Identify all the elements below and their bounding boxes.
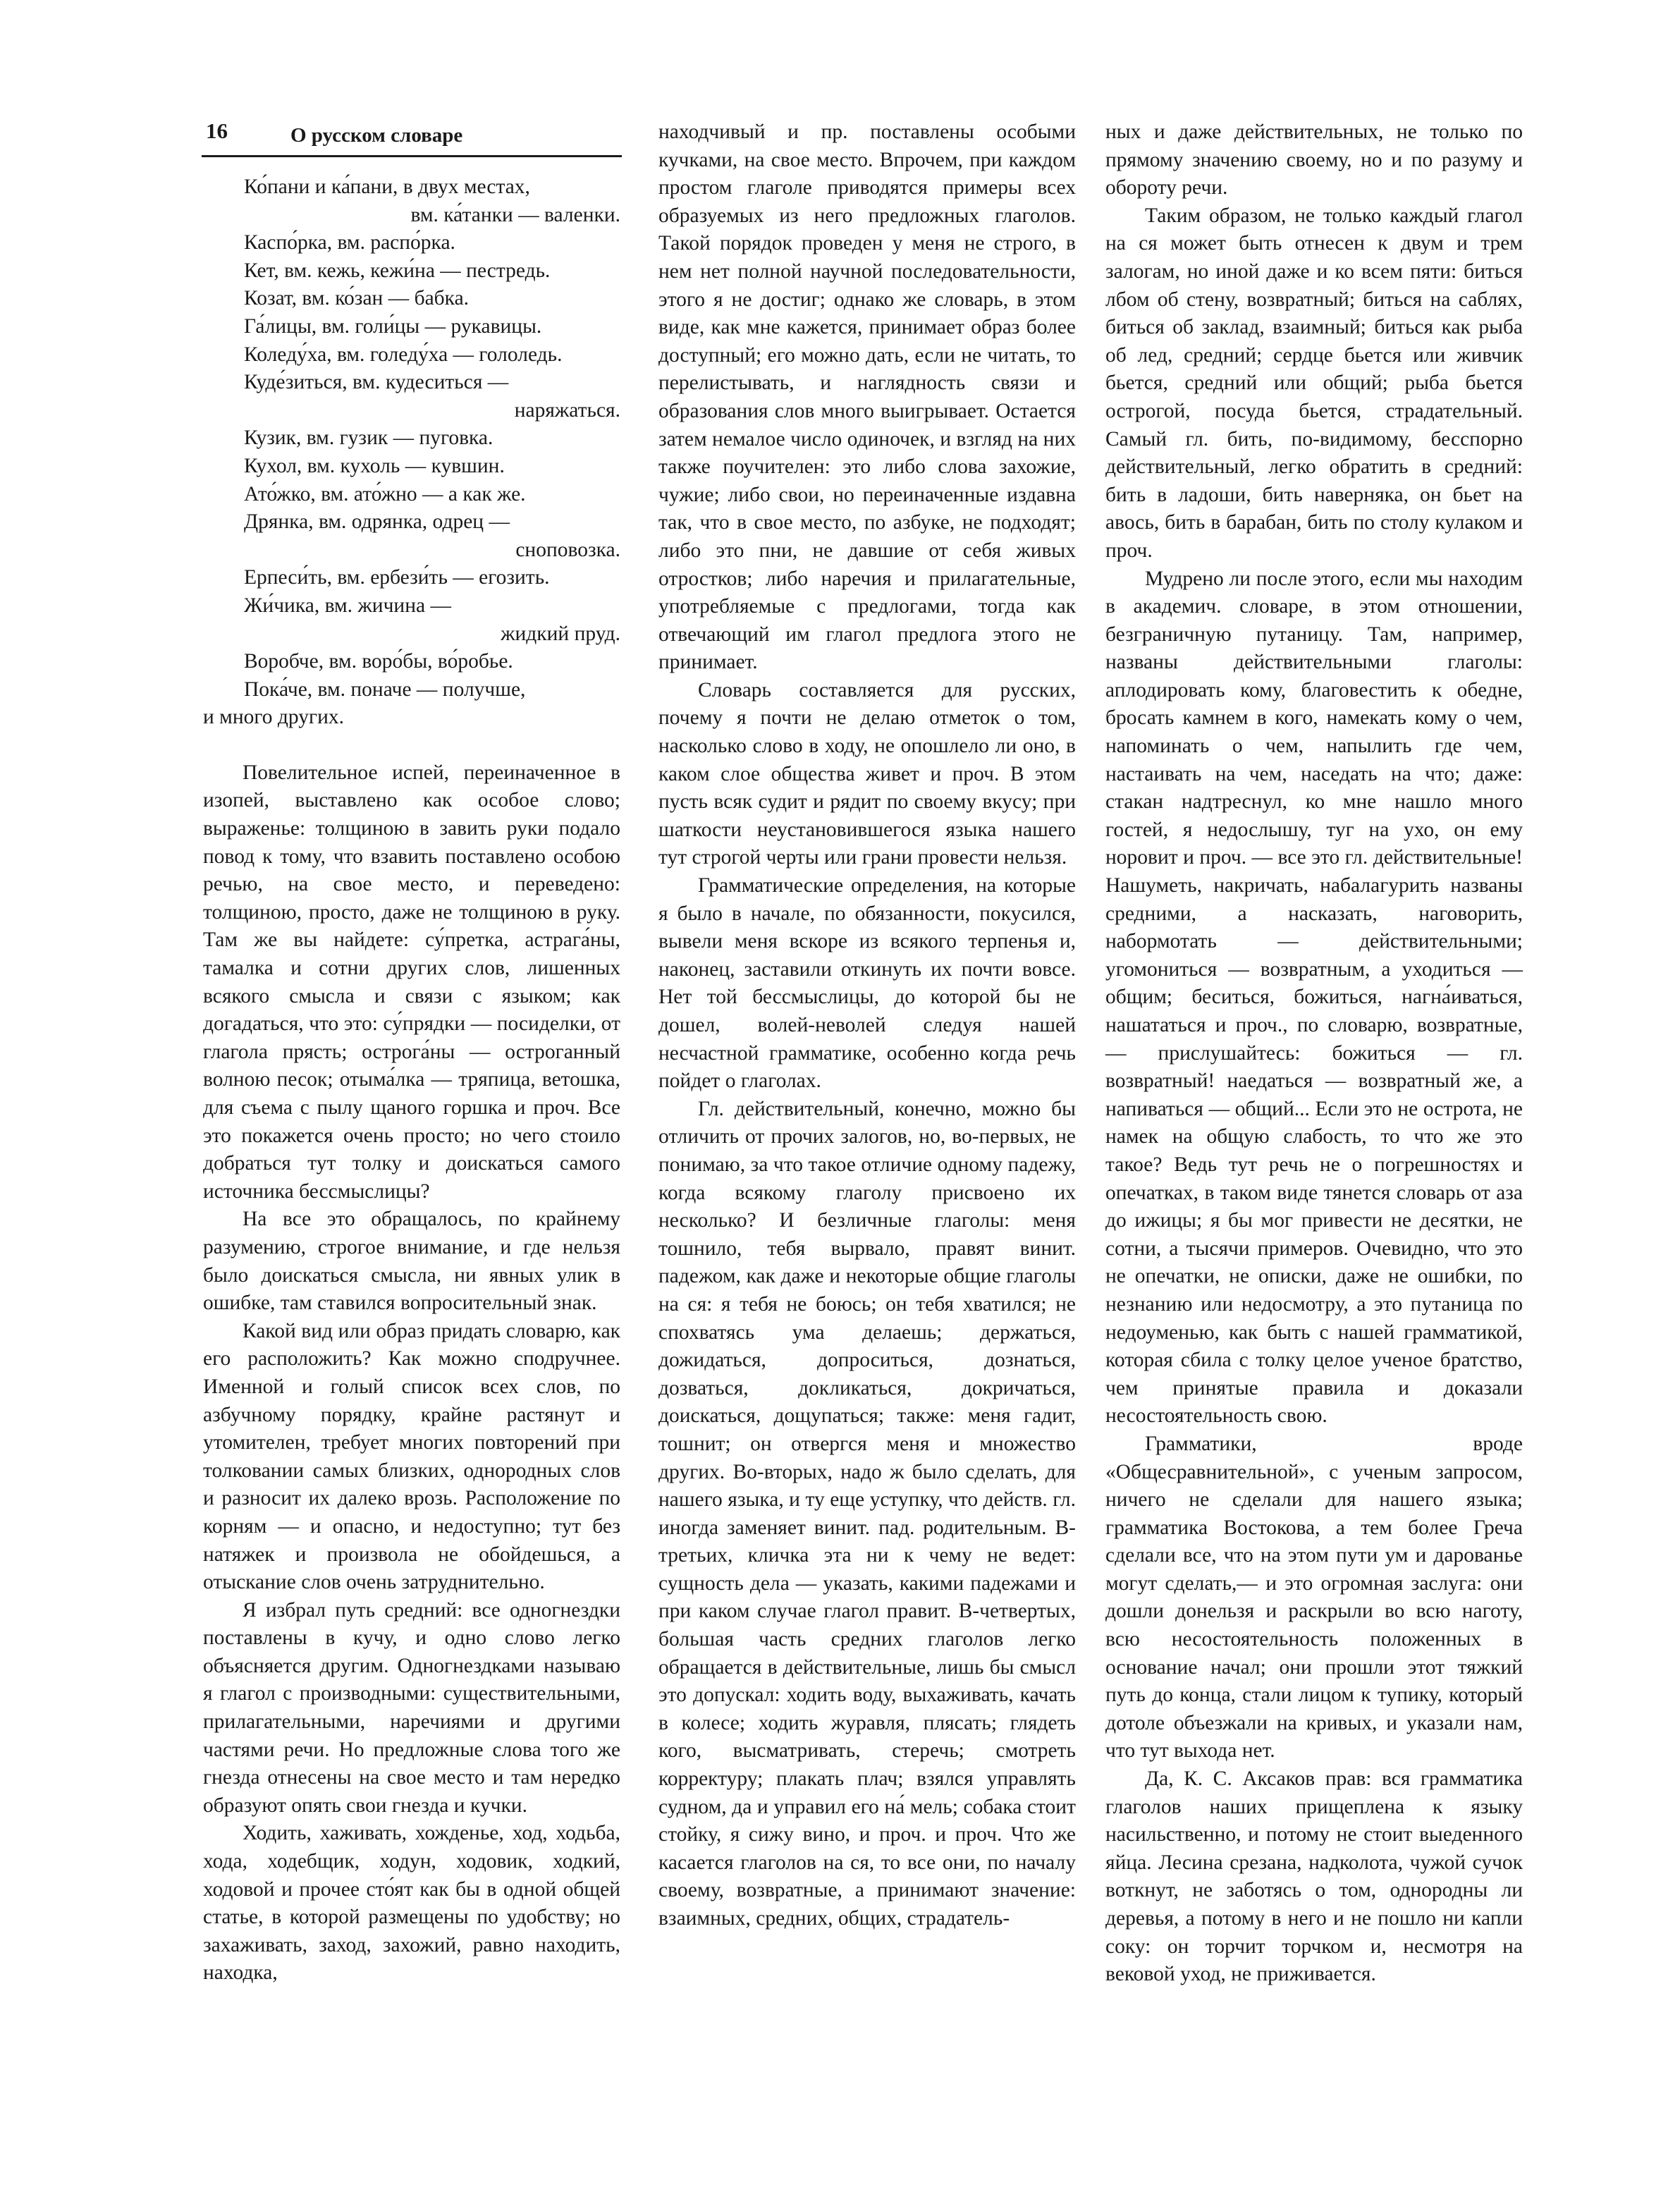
entry-main: Га́лицы, вм. голи́цы — рукавицы.: [244, 314, 542, 338]
entry-main: Каспо́рка, вм. распо́рка.: [244, 231, 455, 255]
entry-tail: вм. ка́танки — валенки.: [410, 203, 620, 226]
dictionary-entry: [244, 369, 620, 424]
paragraph: находчивый и пр. поставлены особыми кучками, на свое место. Впрочем, при каждом простом глаголе приводятся примеры всех образуемых из него предложных глаголов. Такой порядок проведен у меня не строго, в нем нет полной научной последовательности, этого я не достиг; однако же словарь, в этом виде, как мне кажется, принимает образ более доступный; его можно дать, если не читать, то перелистывать, и наглядность связи и образования слов много выигрывает. Остается затем немалое число одиночек, и взгляд на них также поучителен: это либо слова захожие, чужие; либо свои, но переиначенные издавна так, что в свое место, по азбуке, не подходят; либо это пни, не давшие от себя живых отростков; либо наречия и прилагательные, употребляемые с предлогами, тогда как отвечающий им глагол предлога этого не принимает.: [658, 121, 1076, 674]
entry-tail: жидкий пруд.: [501, 622, 620, 645]
entry-main: Кет, вм. кежь, кежи́на — пестредь.: [244, 259, 551, 282]
entry-main: Пока́че, вм. поначе — получше,: [244, 678, 526, 701]
paragraph: Таким образом, не только каждый глагол на ся может быть отнесен к двум и трем залогам, но иной даже и ко всем пяти: биться лбом об стену, возвратный; биться на саблях, биться об заклад, взаимный; биться как рыба об лед, средний; сердце бьется или живчик бьется, средний или общий; рыба бьется острогой, посуда бьется, страдательный. Самый гл. бить, по-видимому, бесспорно действительный, легко обратить в средний: бить в ладоши, бить наверняка, он бьет на авось, бить в барабан, бить по столу кулаком и проч.: [1105, 204, 1523, 562]
page-number: 16: [206, 118, 228, 143]
dictionary-entry: [244, 648, 620, 676]
column-2: [658, 118, 1076, 1933]
entry-main: Ерпеси́ть, вм. ербези́ть — егозить.: [244, 566, 550, 589]
paragraph: Гл. действительный, конечно, можно бы отличить от прочих залогов, но, во-первых, не понимаю, за что такое отличие одному падежу, когда всякому глаголу присвоено их несколько? И безличные глаголы: меня тошнило, тебя вырвало, правят винит. падежом, как даже и некоторые общие глаголы на ся: я тебя не боюсь; он тебя хватился; не спохватясь ума делаешь; держаться, дожидаться, допроситься, дознаться, дозваться, докликаться, докричаться, доискаться, дощупаться; также: меня гадит, тошнит; он отвергся меня и множество других. Во-вторых, надо ж было сделать, для нашего языка, и ту еще уступку, что действ. гл. иногда заменяет винит. пад. родительным. В-третьих, кличка эта ни к чему не ведет: сущность дела — указать, какими падежами и при каком случае глагол правит. В-четвертых, большая часть средних глаголов легко обращается в действительные, лишь бы смысл это допускал: ходить воду, выхаживать, качать в колесе; ходить журавля, плясать; глядеть кого, высматривать, стеречь; смотреть корректуру; плакать плач; взялся управлять судном, да и управил его на́ мель; собака стоит стойку, я сижу вино, и проч. и проч. Что же касается глаголов на ся, то все они, по началу своему, возвратные, а принимают значение: взаимных, средних, общих, страдатель-: [658, 1097, 1076, 1930]
dictionary-entry: [244, 453, 620, 481]
dictionary-entry: [244, 481, 620, 509]
entry-continuation: и много других.: [203, 706, 344, 729]
paragraph: Словарь составляется для русских, почему я почти не делаю отметок о том, насколько слово в ходу, не опошлело ли оно, в каком слое общества живет и проч. В этом пусть всяк судит и рядит по своему вкусу; при шаткости неустановившегося языка нашего тут строгой черты или грани провести нельзя.: [658, 678, 1076, 869]
dictionary-entry: [244, 313, 620, 341]
dictionary-entry: [244, 229, 620, 257]
column-3: [1105, 118, 1523, 1989]
paragraph: Да, К. С. Аксаков прав: вся грамматика глаголов наших прищеплена к языку насильственно, и потому не стоит выеденного яйца. Лесина срезана, надколота, чужой сучок воткнут, не заботясь о том, однородны ли деревья, а потому в него и не пошло ни капли соку: он торчит торчком и, несмотря на вековой уход, не приживается.: [1105, 1767, 1523, 1986]
entry-main: Дрянка, вм. одрянка, одрец —: [244, 510, 510, 534]
dictionary-entry: [244, 341, 620, 369]
dictionary-entry: [244, 285, 620, 313]
dictionary-entry: [244, 173, 620, 229]
dictionary-entry: [244, 424, 620, 453]
paragraph: Я избрал путь средний: все одногнездки поставлены в кучу, и одно слово легко объясняется другим. Одногнездками называю я глагол с производными: существительными, прилагательными, наречиями и другими частями речи. Но предложные слова того же гнезда отнесены на свое место и там нередко образуют опять свои гнезда и кучки.: [203, 1598, 620, 1817]
entry-main: Жи́чика, вм. жичина —: [244, 594, 451, 617]
dictionary-entry: [244, 508, 620, 564]
column-1: [203, 173, 620, 1987]
entry-main: Козат, вм. ко́зан — бабка.: [244, 287, 470, 310]
dictionary-entries: [203, 173, 620, 704]
entry-main: Ко́пани и ка́пани, в двух местах,: [244, 176, 530, 198]
entry-main: Кухол, вм. кухоль — кувшин.: [244, 454, 505, 477]
dictionary-entry: [244, 676, 620, 704]
entry-tail: наряжаться.: [514, 398, 620, 422]
dictionary-entry: [244, 592, 620, 648]
paragraph: Повелительное испей, переиначенное в изопей, выставлено как особое слово; выраженье: толщиною в завить руки подало повод к тому, что взавить поставлено особою речью, на свое место, и переведено: толщиною, просто, даже не толщиною в руку. Там же вы найдете: су́претка, астрага́ны, тамалка и сотни других слов, лишенных всякого смысла и связи с языком; как догадаться, что это: су́прядки — посиделки, от глагола прясть; острога́ны — острoганный волною песок; отыма́лка — тряпица, ветошка, для съема с пылу щаного горшка и проч. Все это покажется очень просто; но чего стоило добраться тут толку и доискаться самого источника бессмыслицы?: [203, 761, 620, 1203]
entry-tail: сноповозка.: [515, 538, 620, 561]
paragraph: ных и даже действительных, не только по прямому значению своему, но и по разуму и обороту речи.: [1105, 121, 1523, 200]
paragraph: Грамматические определения, на которые я было в начале, по обязанности, покусился, вывели меня вскоре из всякого терпенья и, наконец, заставили откинуть их почти вовсе. Нет той бессмыслицы, до которой бы не дошел, волей-неволей следуя нашей несчастной грамматике, особенно когда речь пойдет о глаголах.: [658, 874, 1076, 1093]
paragraph: Грамматики, вроде «Общесравнительной», с ученым запросом, ничего не сделали для нашего языка; грамматика Востокова, а тем более Греча сделали все, что на этом пути ум и дарованье могут сделать,— и это огромная заслуга: они дошли донельзя и раскрыли во всю наготу, всю несостоятельность положенных в основание начал; они прошли этот тяжкий путь до конца, стали лицом к тупику, который дотоле объезжали на кривых, и указали нам, что тут выхода нет.: [1105, 1432, 1523, 1763]
running-title: О русском словаре: [290, 124, 463, 147]
paragraph: Ходить, хаживать, хожденье, ход, ходьба, хода, ходебщик, ходун, ходовик, ходкий, ходовой и прочее сто́ят как бы в одной общей статье, в которой размещены по удобству; но захаживать, заход, захожий, равно находить, находка,: [203, 1822, 620, 1985]
paragraph: Мудрено ли после этого, если мы находим в академич. словаре, в этом отношении, безграничную путаницу. Там, например, названы действительными глаголы: аплодировать кому, благовестить к обедне, бросать камнем в кого, намекать кому о чем, напоминать о чем, напылить где чем, настаивать на чем, наседать на что; даже: стакан надтреснул, ко мне нашло много гостей, я недослышу, туг на ухо, он ему норовит и проч. — все это гл. действительные! Нашуметь, накричать, набалагурить названы средними, а насказать, наговорить, набормотать — действительными; угомониться — возвратным, а уходиться — общим; беситься, божиться, нагна́иваться, нашататься и проч., по словарю, возвратные,— прислушайтесь: божиться — гл. возвратный! наедаться — возвратный же, а напиваться — общий... Если это не острота, не намек на общую слабость, то что же это такое? Ведь тут речь не о погрешностях и опечатках, в таком виде тянется словарь от аза до ижицы; я бы мог привести не десятки, не сотни, а тысячи примеров. Очевидно, что это не опечатки, не описки, даже не ошибки, по незнанию или недосмотру, а это путаница по недоуменью, как быть с нашей грамматикой, которая сбила с толку целое ученое братство, чем принятые правила и доказали несостоятельность свою.: [1105, 567, 1523, 1428]
entry-main: Ато́жко, вм. ато́жно — а как же.: [244, 482, 526, 505]
entry-main: Куде́зиться, вм. кудеситься —: [244, 371, 509, 394]
entry-main: Коледу́ха, вм. голеду́ха — гололедь.: [244, 343, 563, 366]
header-rule: [202, 155, 622, 157]
paragraph: На все это обращалось, по крайнему разумению, строгое внимание, и где нельзя было доискаться смысла, ни явных улик в ошибке, там ставился вопросительный знак.: [203, 1208, 620, 1315]
dictionary-entry: [244, 257, 620, 286]
entry-main: Кузик, вм. гузик — пуговка.: [244, 427, 493, 450]
dictionary-entry: [244, 564, 620, 592]
entry-main: Воробче, вм. воро́бы, во́робье.: [244, 650, 513, 673]
paragraph: Какой вид или образ придать словарю, как его расположить? Как можно сподручнее. Именной и голый список всех слов, по азбучному порядку, крайне растянут и утомителен, требует многих повторений при толковании самых близких, однородных слов и разносит их далеко врозь. Расположение по корням — и опасно, и недоступно; тут без натяжек и произвола не обойдешься, а отыскание слов очень затруднительно.: [203, 1319, 620, 1594]
